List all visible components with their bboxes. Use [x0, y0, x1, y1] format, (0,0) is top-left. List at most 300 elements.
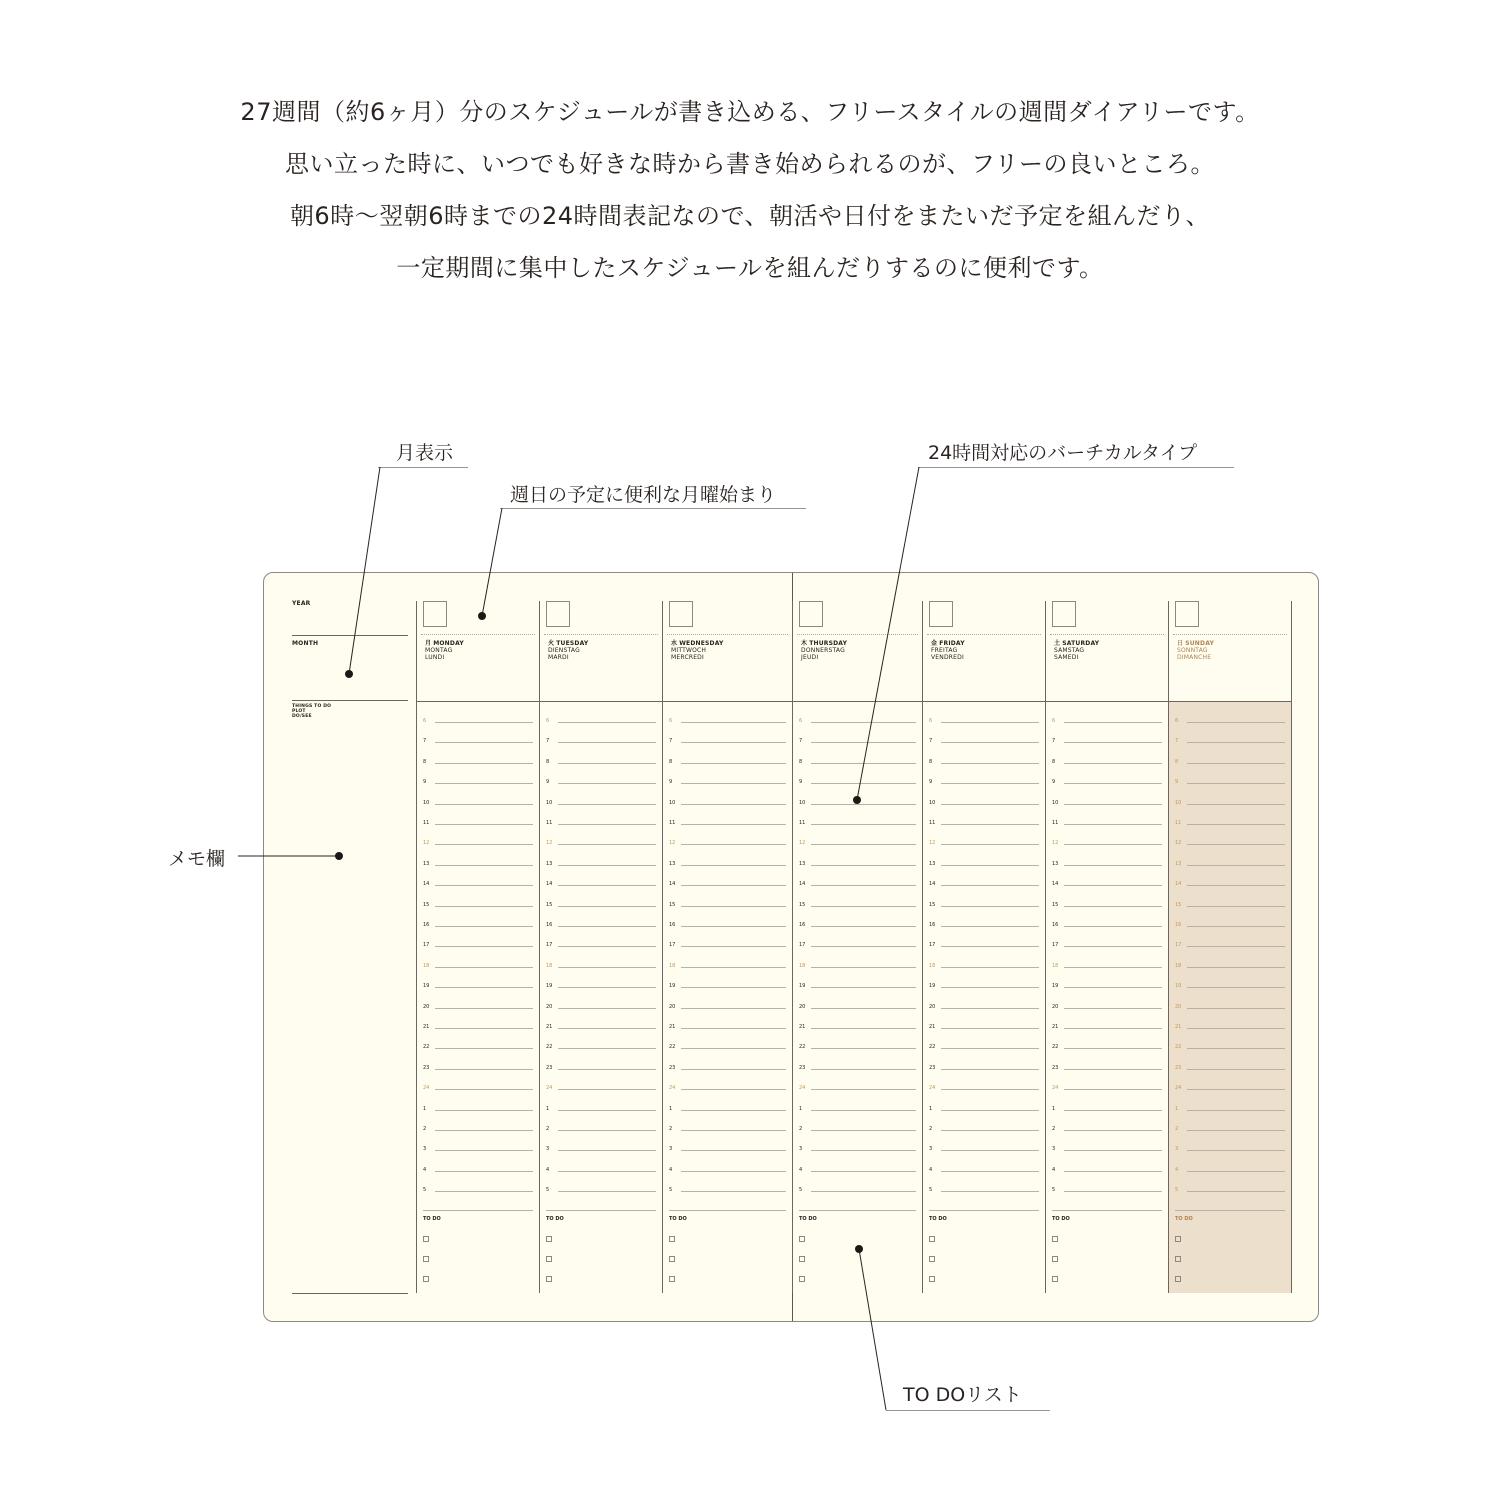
- memo-bottom-rule: [292, 1293, 408, 1294]
- hour-row[interactable]: [799, 719, 916, 729]
- hour-line: [811, 742, 916, 743]
- hour-row[interactable]: [546, 821, 656, 831]
- hour-line: [558, 946, 656, 947]
- hour-row[interactable]: [1052, 964, 1162, 974]
- todo-checkbox[interactable]: [799, 1256, 805, 1262]
- hour-row[interactable]: [546, 719, 656, 729]
- hour-number: 14: [1052, 881, 1059, 888]
- hour-row[interactable]: [929, 1168, 1039, 1178]
- date-box[interactable]: [799, 601, 823, 627]
- hour-row[interactable]: [669, 1066, 786, 1076]
- header-dotted-rule: [667, 634, 788, 635]
- hour-line: [1187, 1130, 1285, 1131]
- callout-dot: [478, 612, 486, 620]
- hour-row[interactable]: [1052, 1147, 1162, 1157]
- hour-row[interactable]: [929, 801, 1039, 811]
- hour-number: 17: [423, 942, 430, 949]
- day-name: [425, 640, 464, 661]
- hour-row[interactable]: [669, 903, 786, 913]
- header-dotted-rule: [1173, 634, 1287, 635]
- hour-row[interactable]: [423, 862, 533, 872]
- hour-row[interactable]: [1052, 801, 1162, 811]
- hour-row[interactable]: [546, 1107, 656, 1117]
- hour-row[interactable]: [546, 923, 656, 933]
- hour-number: 3: [669, 1146, 673, 1153]
- hour-row[interactable]: [669, 801, 786, 811]
- hour-row[interactable]: [546, 1168, 656, 1178]
- hour-row[interactable]: [929, 882, 1039, 892]
- hour-row[interactable]: [799, 984, 916, 994]
- hour-grid: [540, 701, 662, 1293]
- hour-row[interactable]: [1052, 862, 1162, 872]
- hour-row[interactable]: [799, 841, 916, 851]
- hour-row[interactable]: [1175, 1045, 1285, 1055]
- hour-line: [941, 1130, 1039, 1131]
- hour-number: 7: [669, 738, 673, 745]
- hour-row[interactable]: [546, 1147, 656, 1157]
- hour-row[interactable]: [1052, 719, 1162, 729]
- hour-row[interactable]: [1052, 1188, 1162, 1198]
- hour-line: [435, 906, 533, 907]
- hour-row[interactable]: [546, 760, 656, 770]
- day-kanji: 金: [931, 640, 938, 647]
- todo-checkbox[interactable]: [929, 1276, 935, 1282]
- hour-row[interactable]: [1175, 903, 1285, 913]
- hour-row[interactable]: [929, 1107, 1039, 1117]
- hour-line: [435, 1150, 533, 1151]
- hour-row[interactable]: [423, 1107, 533, 1117]
- hour-number: 22: [669, 1044, 676, 1051]
- hour-row[interactable]: [423, 1005, 533, 1015]
- hour-line: [941, 742, 1039, 743]
- hour-row[interactable]: [929, 1086, 1039, 1096]
- hour-row[interactable]: [423, 1127, 533, 1137]
- todo-checkbox[interactable]: [1052, 1236, 1058, 1242]
- todo-checkbox[interactable]: [929, 1256, 935, 1262]
- hour-row[interactable]: [669, 943, 786, 953]
- hour-row[interactable]: [546, 1045, 656, 1055]
- todo-checkbox[interactable]: [423, 1256, 429, 1262]
- hour-line: [558, 1048, 656, 1049]
- hour-row[interactable]: [929, 1025, 1039, 1035]
- todo-checkbox[interactable]: [799, 1236, 805, 1242]
- hour-row[interactable]: [1052, 882, 1162, 892]
- hour-row[interactable]: [1175, 801, 1285, 811]
- hour-row[interactable]: [1175, 1168, 1285, 1178]
- hour-row[interactable]: [423, 882, 533, 892]
- hour-row[interactable]: [669, 862, 786, 872]
- todo-checkbox[interactable]: [1175, 1236, 1181, 1242]
- todo-checkbox[interactable]: [669, 1256, 675, 1262]
- todo-checkbox[interactable]: [1052, 1276, 1058, 1282]
- hour-row[interactable]: [1052, 821, 1162, 831]
- hour-row[interactable]: [929, 1188, 1039, 1198]
- hour-row[interactable]: [546, 1127, 656, 1137]
- hour-row[interactable]: [799, 739, 916, 749]
- hour-row[interactable]: [546, 801, 656, 811]
- hour-row[interactable]: [799, 1045, 916, 1055]
- hour-number: 6: [546, 718, 550, 724]
- hour-row[interactable]: [423, 1147, 533, 1157]
- day-name-fr: LUNDI: [425, 654, 445, 661]
- hour-row[interactable]: [669, 1025, 786, 1035]
- hour-row[interactable]: [929, 923, 1039, 933]
- hour-line: [681, 1110, 786, 1111]
- hour-number: 22: [546, 1044, 553, 1051]
- hour-grid: [923, 701, 1045, 1293]
- hour-row[interactable]: [1175, 780, 1285, 790]
- day-name-english: SATURDAY: [1062, 640, 1100, 647]
- hour-row[interactable]: [546, 739, 656, 749]
- day-name-fr: VENDREDI: [931, 654, 964, 661]
- hour-line: [941, 1110, 1039, 1111]
- hour-number: 24: [423, 1085, 430, 1092]
- hour-line: [558, 1130, 656, 1131]
- hour-row[interactable]: [929, 1045, 1039, 1055]
- hour-number: 18: [799, 962, 806, 969]
- hour-row[interactable]: [1052, 841, 1162, 851]
- hour-row[interactable]: [669, 923, 786, 933]
- hour-row[interactable]: [546, 841, 656, 851]
- date-box[interactable]: [1052, 601, 1076, 627]
- hour-row[interactable]: [1175, 739, 1285, 749]
- hour-row[interactable]: [799, 1168, 916, 1178]
- hour-row[interactable]: [423, 1188, 533, 1198]
- hour-line: [941, 926, 1039, 927]
- hour-row[interactable]: [929, 760, 1039, 770]
- hour-row[interactable]: [929, 964, 1039, 974]
- hour-row[interactable]: [423, 1025, 533, 1035]
- hour-row[interactable]: [669, 964, 786, 974]
- hour-row[interactable]: [546, 862, 656, 872]
- hour-row[interactable]: [423, 719, 533, 729]
- hour-row[interactable]: [669, 1086, 786, 1096]
- hour-number: 15: [929, 901, 936, 908]
- hour-row[interactable]: [1175, 923, 1285, 933]
- todo-checkbox[interactable]: [1175, 1276, 1181, 1282]
- hour-row[interactable]: [929, 841, 1039, 851]
- hour-row[interactable]: [1175, 1025, 1285, 1035]
- hour-row[interactable]: [423, 943, 533, 953]
- hour-row[interactable]: [929, 1066, 1039, 1076]
- hour-number: 22: [423, 1044, 430, 1051]
- hour-row[interactable]: [1052, 943, 1162, 953]
- hour-line: [681, 1069, 786, 1070]
- hour-row[interactable]: [1052, 780, 1162, 790]
- hour-row[interactable]: [1175, 1086, 1285, 1096]
- hour-row[interactable]: [929, 1147, 1039, 1157]
- hour-row[interactable]: [799, 964, 916, 974]
- hour-line: [558, 1069, 656, 1070]
- hour-number: 1: [423, 1105, 427, 1112]
- hour-row[interactable]: [546, 1086, 656, 1096]
- hour-line: [1064, 844, 1162, 845]
- hour-row[interactable]: [1052, 1127, 1162, 1137]
- date-box[interactable]: [1175, 601, 1199, 627]
- todo-checkbox[interactable]: [423, 1276, 429, 1282]
- hour-row[interactable]: [1052, 923, 1162, 933]
- hour-row[interactable]: [546, 984, 656, 994]
- hour-line: [1187, 1110, 1285, 1111]
- hour-number: 2: [1175, 1126, 1179, 1132]
- hour-row[interactable]: [799, 1005, 916, 1015]
- hour-row[interactable]: [799, 923, 916, 933]
- hour-row[interactable]: [1175, 1127, 1285, 1137]
- hour-line: [435, 1110, 533, 1111]
- todo-checkbox[interactable]: [669, 1276, 675, 1282]
- hour-row[interactable]: [1052, 903, 1162, 913]
- hour-row[interactable]: [546, 1066, 656, 1076]
- hour-row[interactable]: [546, 1188, 656, 1198]
- hour-row[interactable]: [1052, 1025, 1162, 1035]
- hour-row[interactable]: [546, 882, 656, 892]
- hour-line: [941, 1008, 1039, 1009]
- hour-row[interactable]: [669, 841, 786, 851]
- hour-number: 23: [546, 1064, 553, 1071]
- hour-number: 6: [799, 718, 803, 724]
- hour-row[interactable]: [669, 1147, 786, 1157]
- hour-row[interactable]: [929, 1127, 1039, 1137]
- hour-row[interactable]: [799, 1066, 916, 1076]
- hour-row[interactable]: [669, 1107, 786, 1117]
- hour-line: [558, 967, 656, 968]
- todo-checkbox[interactable]: [546, 1256, 552, 1262]
- day-name-de: DIENSTAG: [548, 647, 580, 654]
- day-name-fr: DIMANCHE: [1177, 654, 1212, 661]
- hour-number: 19: [423, 983, 430, 990]
- intro-text: [0, 86, 1500, 294]
- hour-row[interactable]: [546, 903, 656, 913]
- hour-row[interactable]: [423, 841, 533, 851]
- hour-line: [1187, 1191, 1285, 1192]
- hour-row[interactable]: [929, 719, 1039, 729]
- hour-line: [681, 1048, 786, 1049]
- hour-row[interactable]: [1175, 841, 1285, 851]
- hour-row[interactable]: [1175, 1147, 1285, 1157]
- todo-checkbox[interactable]: [546, 1236, 552, 1242]
- hour-line: [811, 763, 916, 764]
- hour-row[interactable]: [799, 862, 916, 872]
- hour-row[interactable]: [929, 780, 1039, 790]
- hour-line: [1187, 1089, 1285, 1090]
- day-kanji: 木: [801, 640, 808, 647]
- hour-row[interactable]: [1052, 760, 1162, 770]
- hour-row[interactable]: [669, 739, 786, 749]
- callout-underline: [378, 467, 468, 468]
- date-box[interactable]: [546, 601, 570, 627]
- hour-number: 17: [546, 942, 553, 949]
- hour-row[interactable]: [1175, 882, 1285, 892]
- hour-line: [941, 763, 1039, 764]
- date-box[interactable]: [669, 601, 693, 627]
- hour-row[interactable]: [1052, 1005, 1162, 1015]
- callout-dot: [853, 796, 861, 804]
- hour-row[interactable]: [423, 801, 533, 811]
- hour-row[interactable]: [423, 821, 533, 831]
- hour-row[interactable]: [1052, 984, 1162, 994]
- date-box[interactable]: [423, 601, 447, 627]
- todo-checkbox[interactable]: [1175, 1256, 1181, 1262]
- todo-checkbox[interactable]: [546, 1276, 552, 1282]
- hour-row[interactable]: [423, 760, 533, 770]
- hour-row[interactable]: [929, 943, 1039, 953]
- hour-row[interactable]: [799, 1127, 916, 1137]
- hour-line: [1187, 783, 1285, 784]
- hour-row[interactable]: [423, 1045, 533, 1055]
- hour-row[interactable]: [929, 1005, 1039, 1015]
- hour-number: 18: [929, 962, 936, 969]
- hour-row[interactable]: [546, 964, 656, 974]
- hour-row[interactable]: [799, 1025, 916, 1035]
- hour-number: 16: [799, 922, 806, 928]
- hour-row[interactable]: [1052, 1066, 1162, 1076]
- hour-row[interactable]: [799, 1188, 916, 1198]
- hour-line: [558, 742, 656, 743]
- hour-number: 14: [669, 881, 676, 888]
- hour-row[interactable]: [929, 903, 1039, 913]
- hour-line: [558, 804, 656, 805]
- day-name-english: FRIDAY: [939, 640, 965, 647]
- hour-row[interactable]: [929, 821, 1039, 831]
- hour-line: [681, 1150, 786, 1151]
- hour-row[interactable]: [1175, 1188, 1285, 1198]
- hour-number: 3: [1052, 1146, 1056, 1153]
- hour-number: 13: [669, 860, 676, 867]
- hour-row[interactable]: [1052, 1107, 1162, 1117]
- hour-row[interactable]: [669, 882, 786, 892]
- hour-row[interactable]: [1175, 943, 1285, 953]
- hour-row[interactable]: [669, 984, 786, 994]
- hour-row[interactable]: [423, 903, 533, 913]
- hour-row[interactable]: [799, 882, 916, 892]
- hour-row[interactable]: [1175, 1107, 1285, 1117]
- hour-number: 7: [1052, 738, 1056, 745]
- todo-checkbox[interactable]: [799, 1276, 805, 1282]
- hour-row[interactable]: [799, 903, 916, 913]
- hour-number: 5: [669, 1187, 673, 1194]
- hour-number: 20: [546, 1003, 553, 1010]
- todo-checkbox[interactable]: [1052, 1256, 1058, 1262]
- hour-row[interactable]: [669, 1045, 786, 1055]
- date-box[interactable]: [929, 601, 953, 627]
- hour-row[interactable]: [1175, 760, 1285, 770]
- hour-row[interactable]: [423, 739, 533, 749]
- hour-row[interactable]: [1175, 862, 1285, 872]
- hour-row[interactable]: [546, 1005, 656, 1015]
- hour-row[interactable]: [799, 943, 916, 953]
- hour-row[interactable]: [799, 780, 916, 790]
- hour-line: [435, 844, 533, 845]
- hour-row[interactable]: [1175, 1066, 1285, 1076]
- hour-row[interactable]: [546, 943, 656, 953]
- todo-checkbox[interactable]: [423, 1236, 429, 1242]
- hour-row[interactable]: [669, 1005, 786, 1015]
- todo-checkbox[interactable]: [929, 1236, 935, 1242]
- hour-row[interactable]: [423, 923, 533, 933]
- hour-line: [1064, 1048, 1162, 1049]
- hour-row[interactable]: [799, 1147, 916, 1157]
- hour-row[interactable]: [799, 1086, 916, 1096]
- hour-row[interactable]: [1052, 739, 1162, 749]
- hour-line: [1187, 946, 1285, 947]
- hour-number: 8: [546, 758, 550, 765]
- hour-number: 8: [669, 758, 673, 765]
- hour-number: 17: [1052, 942, 1059, 949]
- hour-number: 20: [929, 1003, 936, 1010]
- hour-line: [435, 1008, 533, 1009]
- hour-row[interactable]: [929, 739, 1039, 749]
- day-name-english: TUESDAY: [556, 640, 589, 647]
- hour-number: 11: [546, 820, 553, 826]
- hour-line: [941, 1048, 1039, 1049]
- hour-row[interactable]: [669, 1127, 786, 1137]
- hour-row[interactable]: [423, 780, 533, 790]
- hour-row[interactable]: [423, 1086, 533, 1096]
- hour-line: [435, 1130, 533, 1131]
- hour-line: [681, 1171, 786, 1172]
- hour-number: 24: [929, 1085, 936, 1092]
- hour-line: [435, 865, 533, 866]
- hour-row[interactable]: [929, 862, 1039, 872]
- hour-row[interactable]: [423, 1066, 533, 1076]
- hour-row[interactable]: [669, 821, 786, 831]
- hour-number: 13: [929, 860, 936, 867]
- hour-row[interactable]: [669, 780, 786, 790]
- hour-row[interactable]: [1175, 984, 1285, 994]
- hour-row[interactable]: [423, 984, 533, 994]
- hour-row[interactable]: [1175, 821, 1285, 831]
- hour-line: [941, 722, 1039, 723]
- hour-row[interactable]: [1052, 1045, 1162, 1055]
- hour-row[interactable]: [799, 821, 916, 831]
- hour-row[interactable]: [669, 719, 786, 729]
- hour-row[interactable]: [669, 1188, 786, 1198]
- hour-number: 9: [929, 779, 933, 786]
- header-dotted-rule: [797, 634, 918, 635]
- hour-line: [811, 906, 916, 907]
- todo-label: TO DO: [546, 1216, 564, 1222]
- hour-line: [435, 824, 533, 825]
- hour-line: [1064, 1130, 1162, 1131]
- hour-row[interactable]: [669, 760, 786, 770]
- hour-line: [811, 865, 916, 866]
- todo-checkbox[interactable]: [669, 1236, 675, 1242]
- callout-dot: [335, 852, 343, 860]
- hour-line: [811, 1110, 916, 1111]
- hour-row[interactable]: [546, 1025, 656, 1035]
- hour-row[interactable]: [1175, 719, 1285, 729]
- hour-line: [1187, 1028, 1285, 1029]
- hour-row[interactable]: [1052, 1086, 1162, 1096]
- hour-row[interactable]: [546, 780, 656, 790]
- hour-row[interactable]: [929, 984, 1039, 994]
- hour-row[interactable]: [423, 1168, 533, 1178]
- hour-line: [811, 1069, 916, 1070]
- hour-line: [558, 906, 656, 907]
- memo-labels: [292, 704, 331, 719]
- hour-row[interactable]: [1175, 1005, 1285, 1015]
- hour-number: 5: [546, 1187, 550, 1194]
- hour-row[interactable]: [1175, 964, 1285, 974]
- hour-row[interactable]: [669, 1168, 786, 1178]
- hour-number: 21: [1175, 1024, 1182, 1030]
- hour-line: [1187, 1048, 1285, 1049]
- hour-row[interactable]: [799, 760, 916, 770]
- hour-number: 2: [546, 1126, 550, 1132]
- hour-row[interactable]: [1052, 1168, 1162, 1178]
- hour-row[interactable]: [423, 964, 533, 974]
- hour-row[interactable]: [799, 1107, 916, 1117]
